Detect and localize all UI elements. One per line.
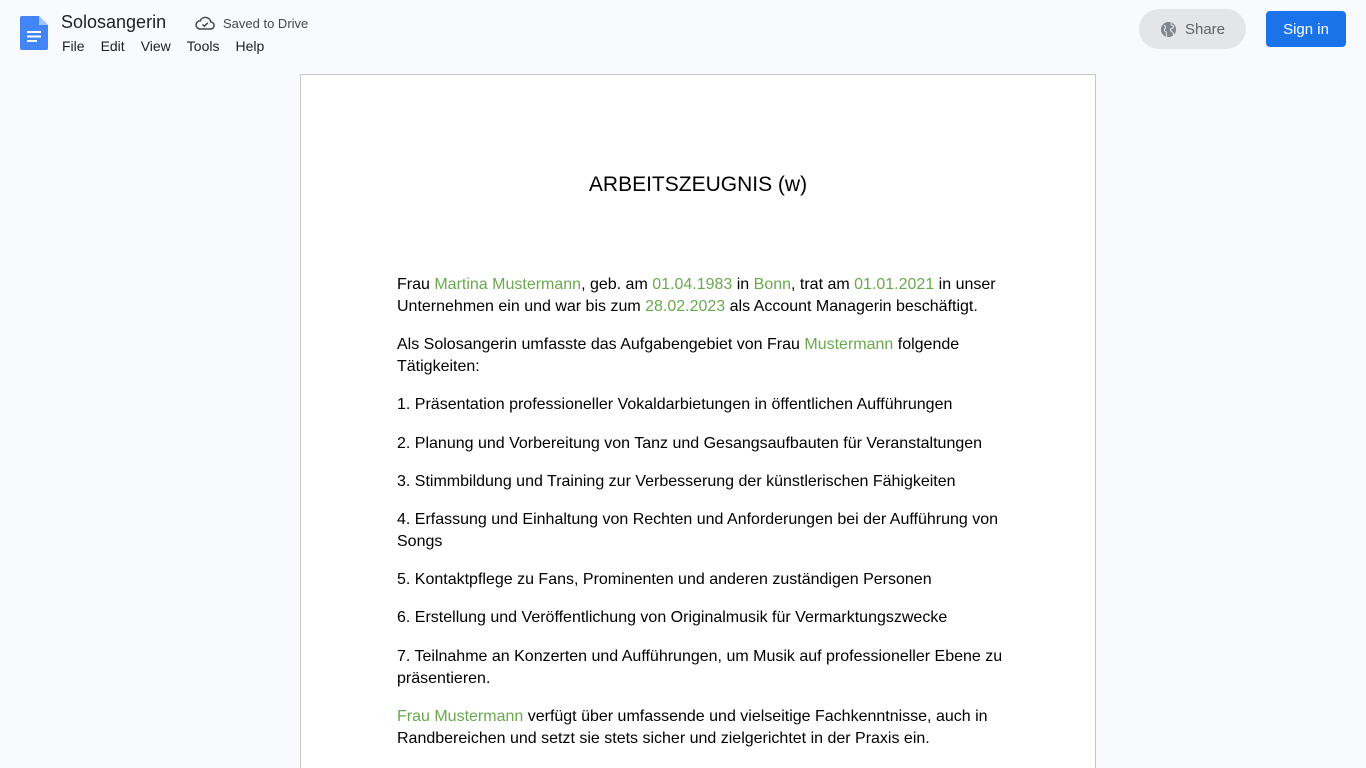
sign-in-button[interactable]: Sign in: [1266, 11, 1346, 47]
paragraph-intro: Frau Martina Mustermann, geb. am 01.04.1983 in Bonn, trat am 01.01.2021 in unser Unternehmen ein und war bis zum 28.02.2023 als Account Managerin beschäftigt.: [397, 276, 996, 315]
menu-bar: [54, 36, 272, 56]
birth-date: 01.04.1983: [652, 276, 733, 293]
birth-city: Bonn: [753, 276, 792, 293]
paragraph-skills: Frau Mustermann verfügt über umfassende und vielseitige Fachkenntnisse, auch in Randbereichen und setzt sie stets sicher und zielgerichtet in der Praxis ein.: [397, 707, 988, 747]
employee-surname: Mustermann: [804, 336, 894, 354]
task-item-6: 6. Erstellung und Veröffentlichung von Originalmusik für Vermarktungszwecke: [397, 609, 948, 627]
menu-file[interactable]: File: [62, 38, 85, 54]
top-bar: [0, 0, 1366, 64]
end-date: 28.02.2023: [645, 298, 726, 315]
employee-full-reference: Frau Mustermann: [397, 707, 524, 725]
save-status[interactable]: [195, 14, 308, 32]
task-item-5: 5. Kontaktpflege zu Fans, Prominenten und anderen zuständigen Personen: [397, 571, 932, 589]
google-docs-icon[interactable]: [20, 16, 48, 50]
document-body: [397, 274, 1003, 766]
menu-edit[interactable]: Edit: [100, 38, 125, 54]
task-item-3: 3. Stimmbildung und Training zur Verbesserung der künstlerischen Fähigkeiten: [397, 472, 956, 490]
start-date: 01.01.2021: [854, 276, 935, 293]
task-item-7: 7. Teilnahme an Konzerten und Aufführungen, um Musik auf professioneller Ebene zu präsentieren.: [397, 647, 1003, 687]
share-label: Share: [1184, 20, 1226, 38]
document-heading: ARBEITSZEUGNIS (w): [588, 173, 808, 196]
task-item-1: 1. Präsentation professioneller Vokaldarbietungen in öffentlichen Aufführungen: [397, 396, 953, 414]
globe-icon: [1160, 21, 1177, 38]
task-item-4: 4. Erfassung und Einhaltung von Rechten und Anforderungen bei der Aufführung von Songs: [397, 510, 999, 550]
task-item-2: 2. Planung und Vorbereitung von Tanz und Gesangsaufbauten für Veranstaltungen: [397, 434, 983, 452]
cloud-done-icon: [195, 15, 215, 31]
save-status-label: Saved to Drive: [223, 15, 309, 31]
document-title[interactable]: Solosangerin: [61, 12, 167, 32]
menu-tools[interactable]: Tools: [186, 38, 220, 54]
paragraph-role: Als Solosangerin umfasste das Aufgabengebiet von Frau Mustermann folgende Tätigkeiten:: [397, 336, 960, 376]
document-page[interactable]: [300, 74, 1096, 768]
employee-name: Martina Mustermann: [434, 276, 582, 293]
menu-view[interactable]: View: [140, 38, 171, 54]
menu-help[interactable]: Help: [235, 38, 265, 54]
share-button[interactable]: [1139, 9, 1246, 49]
